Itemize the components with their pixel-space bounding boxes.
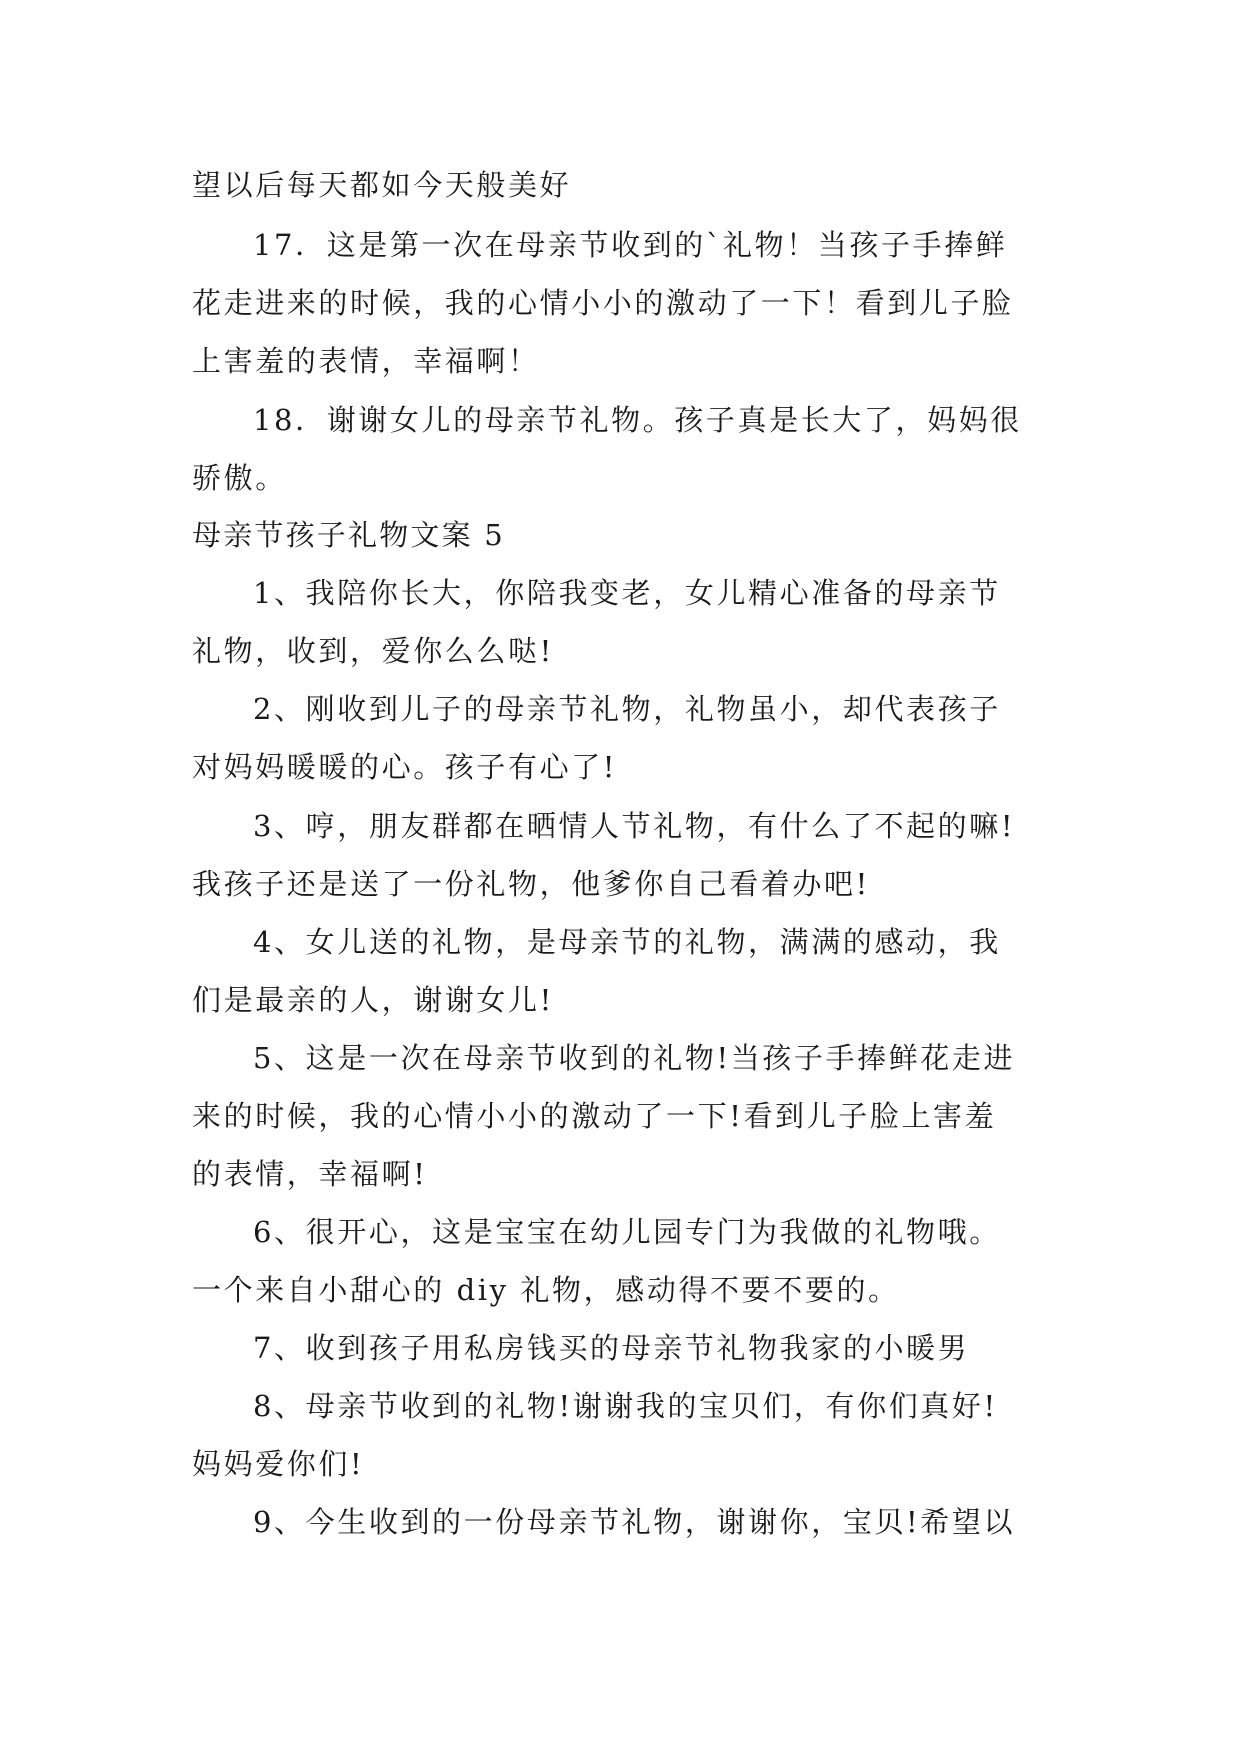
- text-line: 一个来自小甜心的 diy 礼物，感动得不要不要的。: [192, 1273, 900, 1307]
- text-line: 9、今生收到的一份母亲节礼物，谢谢你，宝贝!希望以: [253, 1505, 1016, 1539]
- text-line: 妈妈爱你们!: [192, 1447, 365, 1481]
- section-heading: 母亲节孩子礼物文案 5: [192, 518, 505, 552]
- text-line: 17．这是第一次在母亲节收到的`礼物！当孩子手捧鲜: [253, 228, 1008, 262]
- text-line: 对妈妈暖暖的心。孩子有心了!: [192, 750, 618, 784]
- text-line: 礼物，收到，爱你么么哒!: [192, 634, 554, 668]
- text-line: 7、收到孩子用私房钱买的母亲节礼物我家的小暖男: [253, 1331, 970, 1365]
- text-line: 花走进来的时候，我的心情小小的激动了一下！看到儿子脸: [192, 286, 1014, 320]
- text-line: 3、哼，朋友群都在晒情人节礼物，有什么了不起的嘛!: [253, 809, 1016, 843]
- text-line: 上害羞的表情，幸福啊！: [192, 344, 540, 378]
- text-line: 4、女儿送的礼物，是母亲节的礼物，满满的感动，我: [253, 925, 1001, 959]
- text-line: 18．谢谢女儿的母亲节礼物。孩子真是长大了，妈妈很: [253, 403, 1022, 437]
- text-line: 的表情，幸福啊!: [192, 1157, 428, 1191]
- text-line: 2、刚收到儿子的母亲节礼物，礼物虽小，却代表孩子: [253, 692, 1001, 726]
- text-line: 我孩子还是送了一份礼物，他爹你自己看着办吧!: [192, 867, 870, 901]
- text-line: 6、很开心，这是宝宝在幼儿园专门为我做的礼物哦。: [253, 1215, 1001, 1249]
- text-line: 1、我陪你长大，你陪我变老，女儿精心准备的母亲节: [253, 576, 1001, 610]
- text-line: 来的时候，我的心情小小的激动了一下!看到儿子脸上害羞: [192, 1099, 997, 1133]
- text-line: 5、这是一次在母亲节收到的礼物!当孩子手捧鲜花走进: [253, 1041, 1016, 1075]
- text-line: 们是最亲的人，谢谢女儿!: [192, 983, 554, 1017]
- text-line: 8、母亲节收到的礼物!谢谢我的宝贝们，有你们真好!: [253, 1389, 998, 1423]
- text-line: 骄傲。: [192, 461, 287, 495]
- text-line: 望以后每天都如今天般美好: [192, 168, 572, 202]
